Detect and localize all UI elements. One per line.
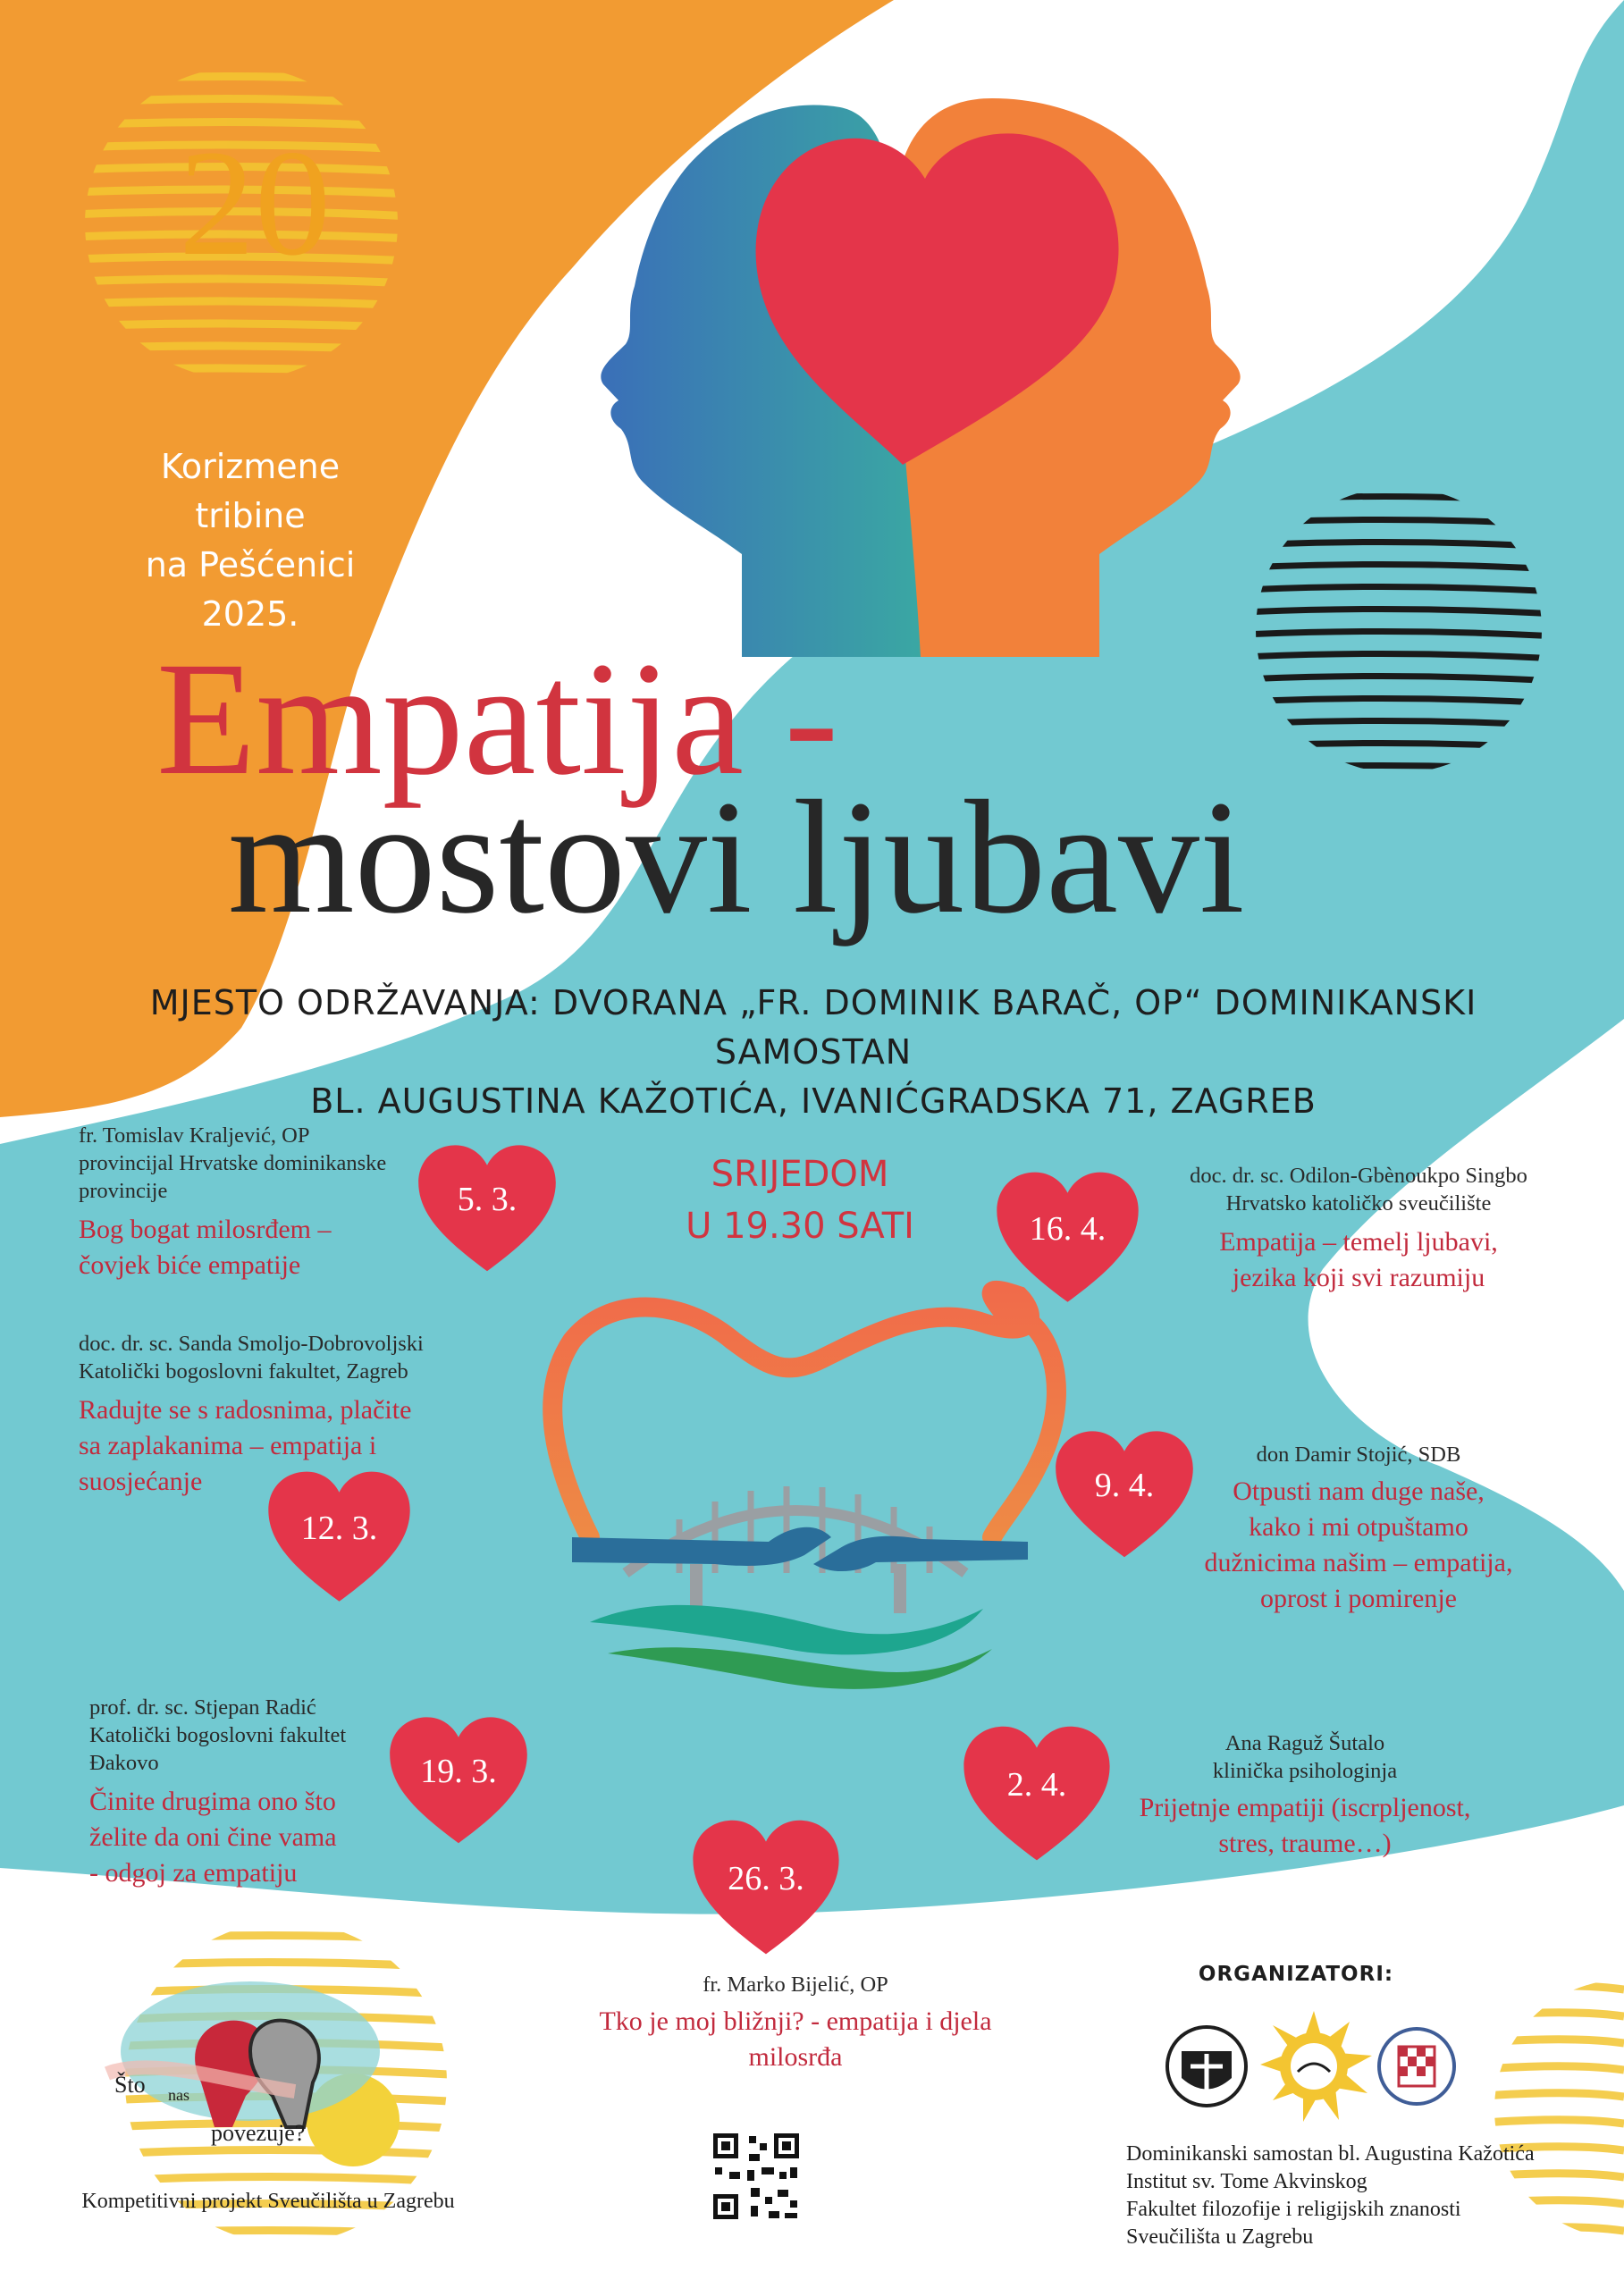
speaker-line: doc. dr. sc. Sanda Smoljo-Dobrovoljski (79, 1332, 424, 1356)
speaker-line: doc. dr. sc. Odilon-Gbènoukpo Singbo (1190, 1164, 1527, 1188)
topic-line: Radujte se s radosnima, plačite (79, 1395, 412, 1425)
speaker-line: Katolički bogoslovni fakultet (89, 1723, 347, 1747)
anniversary-number: 20 (179, 119, 331, 287)
topic-line: milosrđa (748, 2042, 843, 2072)
speaker-line: Ana Raguž Šutalo (1224, 1731, 1385, 1755)
topic-line: Tko je moj bližnji? - empatija i djela (599, 2006, 992, 2036)
project-caption: Kompetitivni projekt Sveučilišta u Zagrebu (81, 2190, 455, 2213)
topic-line: jezika koji svi razumiju (1232, 1263, 1485, 1292)
main-title-line-2: mostovi ljubavi (228, 768, 1245, 947)
lecture-1 (79, 1122, 436, 1283)
date-label: 12. 3. (300, 1510, 378, 1547)
date-heart-1 (416, 1140, 559, 1283)
organizer-line: Fakultet filozofije i religijskih znanosti (1126, 2198, 1461, 2221)
series-line-2: na Pešćenici (145, 545, 356, 585)
date-label: 5. 3. (457, 1181, 517, 1218)
speaker-line: prof. dr. sc. Stjepan Radić (89, 1695, 316, 1720)
speaker-line: don Damir Stojić, SDB (1256, 1443, 1461, 1467)
schedule-hour: U 19.30 SATI (686, 1206, 914, 1247)
topic-line: dužnicima našim – empatija, (1204, 1548, 1513, 1577)
organizer-line: Sveučilišta u Zagrebu (1126, 2225, 1314, 2249)
speaker-line: klinička psihologinja (1212, 1759, 1398, 1783)
venue-line-2: BL. AUGUSTINA KAŽOTIĆA, IVANIĆGRADSKA 71, ZAGREB (310, 1081, 1317, 1121)
schedule-time (652, 1148, 947, 1252)
venue-line-1: MJESTO ODRŽAVANJA: DVORANA „FR. DOMINIK BARAČ, OP“ DOMINIKANSKI SAMOSTAN (149, 983, 1477, 1072)
series-year: 2025. (201, 594, 299, 634)
series-line-1: Korizmene tribine (160, 447, 341, 535)
speaker-line: fr. Marko Bijelić, OP (703, 1973, 888, 1997)
topic-line: stres, traume…) (1218, 1829, 1392, 1858)
topic-line: čovjek biće empatije (79, 1250, 301, 1280)
organizer-line: Dominikanski samostan bl. Augustina Kažotića (1126, 2142, 1535, 2166)
organizer-line: Institut sv. Tome Akvinskog (1126, 2170, 1367, 2193)
lecture-4 (501, 1971, 1090, 2075)
topic-line: - odgoj za empatiju (89, 1858, 298, 1888)
main-title-line-1: Empatija - (156, 629, 839, 809)
topic-line: Bog bogat milosrđem – (79, 1215, 332, 1244)
venue (54, 979, 1573, 1126)
lecture-5 (1095, 1729, 1515, 1862)
date-label: 16. 4. (1029, 1210, 1107, 1248)
topic-line: Empatija – temelj ljubavi, (1219, 1227, 1498, 1257)
qr-code (711, 2132, 801, 2221)
date-label: 9. 4. (1094, 1467, 1155, 1504)
topic-line: Otpusti nam duge naše, (1233, 1476, 1485, 1506)
project-logo-word-2: nas (168, 2086, 189, 2104)
date-heart-5 (961, 1720, 1113, 1872)
date-label: 19. 3. (420, 1753, 497, 1790)
project-logo-word-1: Što (114, 2072, 146, 2098)
speaker-line: Đakovo (89, 1751, 159, 1775)
topic-line: oprost i pomirenje (1260, 1584, 1457, 1613)
project-logo-word-3: povezuje? (211, 2120, 306, 2146)
topic-line: kako i mi otpuštamo (1249, 1512, 1468, 1542)
schedule-day: SRIJEDOM (711, 1154, 889, 1195)
topic-line: sa zaplakanima – empatija i (79, 1431, 377, 1460)
date-label: 26. 3. (728, 1860, 804, 1897)
speaker-line: provincije (79, 1179, 168, 1203)
date-label: 2. 4. (1006, 1766, 1067, 1804)
lecture-2 (79, 1330, 490, 1500)
series-title (116, 442, 384, 639)
lecture-6 (1171, 1441, 1546, 1617)
lecture-7 (1135, 1162, 1582, 1296)
date-heart-7 (994, 1166, 1141, 1314)
speaker-line: Katolički bogoslovni fakultet, Zagreb (79, 1359, 408, 1384)
topic-line: Činite drugima ono što (89, 1787, 336, 1816)
speaker-line: Hrvatsko katoličko sveučilište (1225, 1191, 1492, 1216)
organizers-list (1126, 2141, 1591, 2251)
organizers-heading: ORGANIZATORI: (1198, 1963, 1394, 1986)
speaker-line: provincijal Hrvatske dominikanske (79, 1151, 387, 1175)
lecture-3 (89, 1694, 411, 1891)
organizer-logos (1167, 2011, 1454, 2122)
date-heart-4 (690, 1814, 842, 1966)
speaker-line: fr. Tomislav Kraljević, OP (79, 1123, 310, 1148)
topic-line: Prijetnje empatiji (iscrpljenost, (1139, 1793, 1471, 1822)
topic-line: želite da oni čine vama (89, 1822, 337, 1852)
topic-line: suosjećanje (79, 1467, 203, 1496)
